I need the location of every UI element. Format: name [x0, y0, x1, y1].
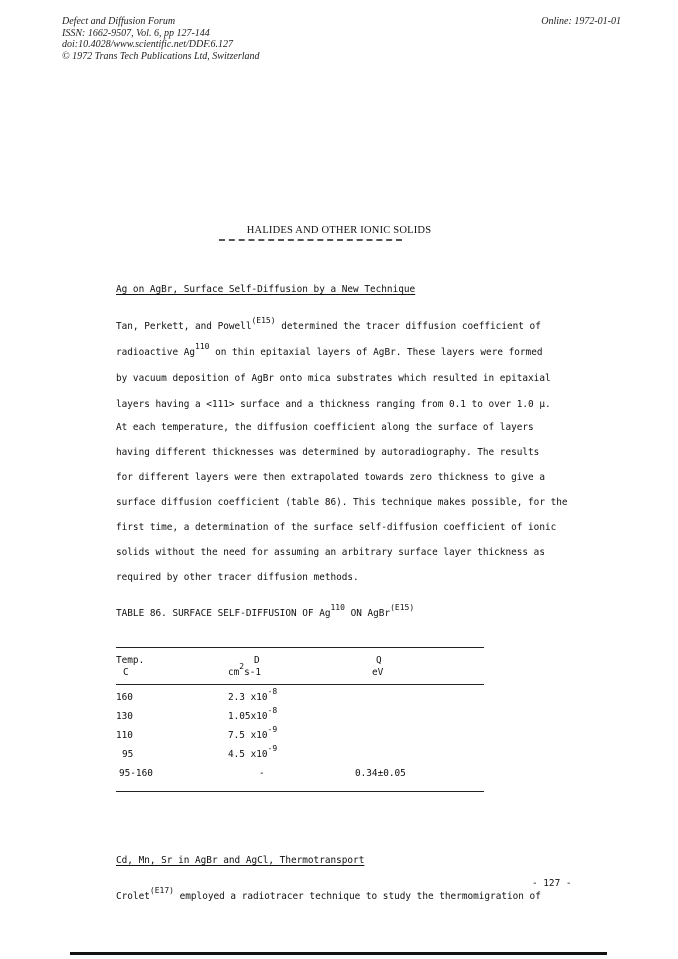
table-header-rule — [116, 684, 484, 685]
footer-bar — [70, 952, 607, 955]
header-q-unit: eV — [372, 667, 384, 678]
table-caption: TABLE 86. SURFACE SELF-DIFFUSION OF Ag$^{110}$ ON AgBr$^{(E15)}$ — [116, 602, 415, 619]
header-temp: Temp. — [116, 655, 145, 666]
header-d-unit: $cm^2s-1$ — [228, 661, 262, 678]
section-title-rule — [219, 239, 402, 241]
paragraph-line: having different thicknesses was determined by autoradiography. The results — [116, 447, 540, 458]
temp-cell: 130 — [116, 711, 133, 722]
paragraph-line: solids without the need for assuming an arbitrary surface layer thickness as — [116, 547, 545, 558]
header-d: D — [254, 655, 260, 666]
citation-block — [62, 16, 260, 62]
section-title: HALIDES AND OTHER IONIC SOLIDS — [246, 225, 432, 236]
paragraph-line: for different layers were then extrapolated towards zero thickness to give a — [116, 472, 545, 483]
temp-cell: 95 — [122, 749, 134, 760]
d-cell: 2.3 $x10^{-8}$ — [228, 686, 278, 703]
paragraph-line: radioactive Ag$^{110}$ on thin epitaxial layers of AgBr. These layers were formed — [116, 341, 543, 358]
copyright-line: © 1972 Trans Tech Publications Ltd, Switzerland — [62, 50, 260, 62]
paragraph-line: Tan, Perkett, and Powell$^{(E15)}$ determined the tracer diffusion coefficient of — [116, 315, 541, 332]
header-q: Q — [376, 655, 382, 666]
paragraph-line: Crolet$^{(E17)}$ employed a radiotracer technique to study the thermomigration of — [116, 885, 541, 902]
d-cell: 7.5 $x10^{-9}$ — [228, 724, 278, 741]
table-top-rule — [116, 647, 484, 648]
issn-line: ISSN: 1662-9507, Vol. 6, pp 127-144 — [62, 27, 210, 39]
journal-name: Defect and Diffusion Forum — [62, 16, 176, 27]
paragraph-line: required by other tracer diffusion methods. — [116, 572, 359, 583]
temp-cell: 160 — [116, 692, 133, 703]
paragraph-line: At each temperature, the diffusion coefficient along the surface of layers — [116, 422, 534, 433]
temp-cell: 95-160 — [119, 768, 153, 779]
paragraph-line: first time, a determination of the surface self-diffusion coefficient of ionic — [116, 522, 557, 533]
header-temp-unit: C — [123, 667, 129, 678]
table-bottom-rule — [116, 791, 484, 792]
q-cell: 0.34±0.05 — [355, 768, 406, 779]
subsection-heading: Ag on AgBr, Surface Self-Diffusion by a New Technique — [116, 284, 416, 295]
subsection-heading: Cd, Mn, Sr in AgBr and AgCl, Thermotransport — [116, 855, 365, 866]
d-cell: - — [259, 768, 265, 779]
paragraph-line: by vacuum deposition of AgBr onto mica substrates which resulted in epitaxial — [116, 373, 551, 384]
d-cell: 4.5 $x10^{-9}$ — [228, 743, 278, 760]
temp-cell: 110 — [116, 730, 133, 741]
d-cell: $1.05x10^{-8}$ — [228, 705, 278, 722]
online-date: Online: 1972-01-01 — [541, 16, 621, 27]
citation-superscript: (E15) — [251, 315, 276, 325]
paragraph-line: layers having a <111> surface and a thickness ranging from 0.1 to over 1.0 μ. — [116, 399, 551, 410]
paragraph-line: surface diffusion coefficient (table 86). This technique makes possible, for the — [116, 497, 568, 508]
isotope-superscript: 110 — [195, 341, 210, 351]
page-number: - 127 - — [532, 878, 572, 889]
citation-superscript: (E17) — [149, 885, 174, 895]
doi-line: doi:10.4028/www.scientific.net/DDF.6.127 — [62, 39, 234, 50]
